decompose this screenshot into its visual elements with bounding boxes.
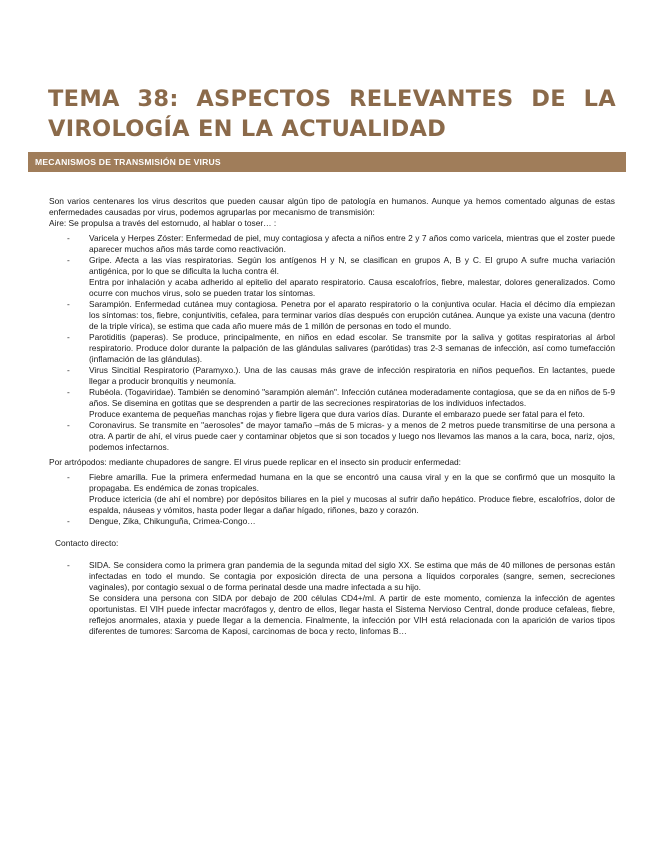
bullet-dash-icon: - <box>67 299 70 309</box>
bullet-dash-icon: - <box>67 332 70 342</box>
title-word: DE <box>531 86 566 112</box>
document-body <box>49 196 615 637</box>
bullet-dash-icon: - <box>67 516 70 526</box>
list-item <box>49 420 615 453</box>
list-item-text: Parotiditis (paperas). Se produce, principalmente, en niños en edad escolar. Se transmite por la saliva y gotitas respiratorias al árbol respiratorio. Produce dolor durante la palpación de las glándulas salivares (parótidas) tras 2-3 semanas de infección, así como tumefacción (inflamación de las glándulas). <box>89 332 615 364</box>
title-line-2: VIROLOGÍA EN LA ACTUALIDAD <box>48 116 447 142</box>
list-item <box>49 472 615 516</box>
list-item <box>49 365 615 387</box>
document-title <box>48 84 616 144</box>
list-item-continuation: Entra por inhalación y acaba adherido al epitelio del aparato respiratorio. Causa escalofríos, fiebre, malestar, dolores generalizados. Como ocurre con muchos virus, solo se pueden tratar los síntomas. <box>89 277 615 298</box>
section-header: MECANISMOS DE TRANSMISIÓN DE VIRUS <box>28 152 626 172</box>
bullet-dash-icon: - <box>67 387 70 397</box>
list-item-text: Rubéola. (Togaviridae). También se denominó "sarampión alemán". Infección cutánea moderadamente contagiosa, que se da en niños de 5-9 años. Se disemina en gotitas que se desprenden a partir de las secreciones respiratorias de los individuos infectados. <box>89 387 615 408</box>
list-item-continuation: Se considera una persona con SIDA por debajo de 200 células CD4+/ml. A partir de este momento, comienza la infección de agentes oportunistas. El VIH puede infectar macrófagos y, dentro de ellos, llegar hasta el Sistema Nervioso Central, donde produce cefaleas, fiebre, reflejos anormales, ataxia y puede llegar a la demencia. Finalmente, la infección por VIH está relacionada con la aparición de varios tipos diferentes de tumores: Sarcoma de Kaposi, carcinomas de boca y recto, linfomas B… <box>89 593 615 636</box>
title-word: RELEVANTES <box>349 86 514 112</box>
list-item-text: Varicela y Herpes Zóster: Enfermedad de piel, muy contagiosa y afecta a niños entre 2 y 7 años como varicela, mientras que el zoster puede aparecer muchos años más tarde como reactivación. <box>89 233 615 254</box>
bullet-dash-icon: - <box>67 560 70 570</box>
arthropod-list <box>49 472 615 527</box>
list-item-text: Fiebre amarilla. Fue la primera enfermedad humana en la que se encontró una causa viral y en la que se confirmó que un mosquito la propagaba. Es endémica de zonas tropicales. <box>89 472 615 493</box>
list-item <box>49 255 615 299</box>
list-item-text: Gripe. Afecta a las vías respiratorias. Según los antígenos H y N, se clasifican en grupos A, B y C. El grupo A sufre mucha variación antigénica, por lo que se dificulta la lucha contra él. <box>89 255 615 276</box>
list-item-continuation: Produce exantema de pequeñas manchas rojas y fiebre ligera que dura varios días. Durante el embarazo puede ser fatal para el feto. <box>89 409 585 419</box>
contact-label: Contacto directo: <box>55 538 119 548</box>
bullet-dash-icon: - <box>67 420 70 430</box>
title-word: TEMA <box>48 86 120 112</box>
list-item <box>49 387 615 420</box>
list-item <box>49 299 615 332</box>
list-item <box>49 560 615 637</box>
list-item-text: Sarampión. Enfermedad cutánea muy contagiosa. Penetra por el aparato respiratorio o la conjuntiva ocular. Hacia el décimo día empiezan los síntomas: tos, fiebre, conjuntivitis, cefalea, para terminar varios días después con erupción cutánea. Aunque ya existe una vacuna (dentro de la triple vírica), se estima que cada año muere más de 1 millón de personas en todo el mundo. <box>89 299 615 331</box>
intro-paragraph: Son varios centenares los virus descritos que pueden causar algún tipo de patología en humanos. Aunque ya hemos comentado algunas de estas enfermedades causadas por virus, podemos agruparlas por mecanismo de transmisión: <box>49 196 615 217</box>
list-item <box>49 233 615 255</box>
bullet-dash-icon: - <box>67 365 70 375</box>
bullet-dash-icon: - <box>67 255 70 265</box>
list-item <box>49 516 615 527</box>
title-line-1 <box>48 84 616 114</box>
contact-list <box>49 560 615 637</box>
list-item-text: Coronavirus. Se transmite en "aerosoles" de mayor tamaño –más de 5 micras- y a menos de 2 metros puede transmitirse de una persona a otra. A partir de ahí, el virus puede caer y contaminar objetos que si son tocados y luego nos llevamos las manos a la cara, boca, nariz, ojos, podemos infectarnos. <box>89 420 615 452</box>
arthropod-label: Por artrópodos: mediante chupadores de sangre. El virus puede replicar en el insecto sin producir enfermedad: <box>49 457 462 467</box>
title-word: LA <box>583 86 616 112</box>
air-list <box>49 233 615 453</box>
title-word: 38: <box>137 86 179 112</box>
air-label: Aire: Se propulsa a través del estornudo, al hablar o toser… : <box>49 218 277 228</box>
bullet-dash-icon: - <box>67 472 70 482</box>
title-word: ASPECTOS <box>196 86 332 112</box>
list-item <box>49 332 615 365</box>
list-item-text: Dengue, Zika, Chikunguña, Crimea-Congo… <box>89 516 256 526</box>
list-item-text: Virus Sincitial Respiratorio (Paramyxo.). Una de las causas más grave de infección respiratoria en niños pequeños. En lactantes, puede llegar a producir bronquitis y neumonía. <box>89 365 615 386</box>
bullet-dash-icon: - <box>67 233 70 243</box>
list-item-text: SIDA. Se considera como la primera gran pandemia de la segunda mitad del siglo XX. Se estima que más de 40 millones de personas están infectadas en todo el mundo. Se contagia por exposición directa de una persona a líquidos corporales (sangre, semen, secreciones vaginales), por contagio sexual o de forma perinatal desde una madre infectada a su hijo. <box>89 560 615 592</box>
list-item-continuation: Produce ictericia (de ahí el nombre) por depósitos biliares en la piel y mucosas al sufrir daño hepático. Produce fiebre, escalofríos, dolor de espalda, náuseas y vómitos, hasta poder llegar a dañar hígado, riñones, bazo y corazón. <box>89 494 615 515</box>
